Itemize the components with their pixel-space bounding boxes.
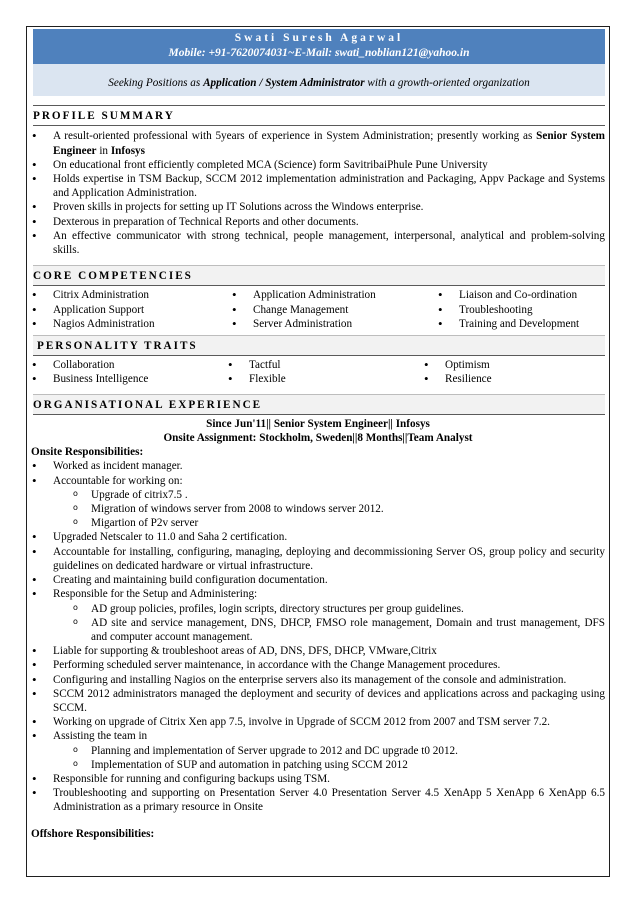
sub-list-item: o Planning and implementation of Server upgrade to 2012 and DC upgrade t0 2012. xyxy=(73,744,605,758)
list-item: • Proven skills in projects for setting up IT Solutions across the Windows enterprise. xyxy=(31,200,605,214)
list-item: • Flexible xyxy=(227,372,423,386)
sub-list xyxy=(73,744,605,772)
list-item: • On educational front efficiently completed MCA (Science) form SavitribaiPhule Pune University xyxy=(31,158,605,172)
list-item: • Responsible for the Setup and Administering: o AD group policies, profiles, login scripts, directory structures per group guidelines. o AD site and service management, DNS, DHCP, FMSO role management, Domain and trust management, DFS and computer account management. xyxy=(31,587,605,644)
onsite-responsibilities-label: Onsite Responsibilities: xyxy=(31,446,144,459)
list-item: • Liaison and Co-ordination xyxy=(437,288,605,302)
list-item: • Upgraded Netscaler to 11.0 and Saha 2 certification. xyxy=(31,530,605,544)
sub-list-item: o Migartion of P2v server xyxy=(73,516,605,530)
list-item: • Resilience xyxy=(423,372,605,386)
list-item: • Assisting the team in o Planning and implementation of Server upgrade to 2012 and DC upgrade t0 2012. o Implementation of SUP and automation in patching using SCCM 2012 xyxy=(31,729,605,772)
list-item: • Dexterous in preparation of Technical Reports and other documents. xyxy=(31,215,605,229)
objective-role: Application / System Administrator xyxy=(203,77,365,89)
list-item: • Change Management xyxy=(231,303,437,317)
organisational-experience-heading: ORGANISATIONAL EXPERIENCE xyxy=(33,394,605,415)
core-competencies-heading: CORE COMPETENCIES xyxy=(33,265,605,286)
competency-column xyxy=(31,288,231,331)
job-title-line: Since Jun'11|| Senior System Engineer|| Infosys xyxy=(206,417,430,430)
trait-column xyxy=(423,358,605,386)
sub-list-item: o Upgrade of citrix7.5 . xyxy=(73,488,605,502)
sub-list-item: o Implementation of SUP and automation in patching using SCCM 2012 xyxy=(73,758,605,772)
career-objective xyxy=(33,64,605,96)
list-item: • An effective communicator with strong technical, people management, interpersonal, analytical and problem-solving skills. xyxy=(31,229,605,257)
onsite-assignment-line: Onsite Assignment: Stockholm, Sweden||8 Months||Team Analyst xyxy=(163,432,473,445)
list-item: • SCCM 2012 administrators managed the deployment and security of devices and applications across and packaging using SCCM. xyxy=(31,687,605,715)
list-item: • Responsible for running and configuring backups using TSM. xyxy=(31,772,605,786)
list-item: • Troubleshooting xyxy=(437,303,605,317)
trait-column xyxy=(31,358,227,386)
profile-summary-heading: PROFILE SUMMARY xyxy=(33,105,605,126)
sub-list xyxy=(73,602,605,645)
competency-column xyxy=(437,288,605,331)
list-item: • Optimism xyxy=(423,358,605,372)
resume-header xyxy=(33,29,605,64)
list-item: • Collaboration xyxy=(31,358,227,372)
contact-line: Mobile: +91-7620074031~E-Mail: swati_noblian121@yahoo.in xyxy=(168,47,470,59)
list-item: • Liable for supporting & troubleshoot areas of AD, DNS, DFS, DHCP, VMware,Citrix xyxy=(31,644,605,658)
list-item: • Tactful xyxy=(227,358,423,372)
list-item: • Configuring and installing Nagios on the enterprise servers also its management of the console and administration. xyxy=(31,673,605,687)
list-item: • Business Intelligence xyxy=(31,372,227,386)
core-competencies-grid xyxy=(31,288,605,331)
competency-column xyxy=(231,288,437,331)
objective-suffix: with a growth-oriented organization xyxy=(364,77,530,89)
list-item: • Application Administration xyxy=(231,288,437,302)
list-item: • Citrix Administration xyxy=(31,288,231,302)
list-item: • Working on upgrade of Citrix Xen app 7.5, involve in Upgrade of SCCM 2012 from 2007 and TSM server 7.2. xyxy=(31,715,605,729)
resume-page xyxy=(26,26,610,877)
onsite-responsibilities-list xyxy=(31,459,605,814)
list-item: • Application Support xyxy=(31,303,231,317)
personality-traits-grid xyxy=(31,358,605,386)
list-item: • Nagios Administration xyxy=(31,317,231,331)
list-item: • Accountable for installing, configuring, managing, deploying and decommissioning Server OS, group policy and security guidelines on dedicated hardware or virtual infrastructure. xyxy=(31,545,605,573)
objective-prefix: Seeking Positions as xyxy=(108,77,204,89)
profile-summary-list xyxy=(31,129,605,257)
sub-list-item: o AD group policies, profiles, login scripts, directory structures per group guidelines. xyxy=(73,602,605,616)
sub-list-item: o Migration of windows server from 2008 to windows server 2012. xyxy=(73,502,605,516)
list-item: • Troubleshooting and supporting on Presentation Server 4.0 Presentation Server 4.5 XenApp 5 XenApp 6 XenApp 6.5 Administration as a primary resource in Onsite xyxy=(31,786,605,814)
list-item: • Server Administration xyxy=(231,317,437,331)
sub-list-item: o AD site and service management, DNS, DHCP, FMSO role management, Domain and trust management, DFS and computer account management. xyxy=(73,616,605,644)
sub-list xyxy=(73,488,605,531)
candidate-name: Swati Suresh Agarwal xyxy=(234,32,404,44)
personality-traits-heading: PERSONALITY TRAITS xyxy=(33,335,605,356)
list-item: • Creating and maintaining build configuration documentation. xyxy=(31,573,605,587)
offshore-responsibilities-label: Offshore Responsibilities: xyxy=(31,827,155,840)
list-item: • Performing scheduled server maintenance, in accordance with the Change Management procedures. xyxy=(31,658,605,672)
list-item: • Accountable for working on: o Upgrade of citrix7.5 . o Migration of windows server from 2008 to windows server 2012. o Migartion of P2v server xyxy=(31,474,605,531)
trait-column xyxy=(227,358,423,386)
list-item: • Training and Development xyxy=(437,317,605,331)
list-item: • A result-oriented professional with 5years of experience in System Administration; presently working as Senior System Engineer in Infosys xyxy=(31,129,605,157)
list-item: • Worked as incident manager. xyxy=(31,459,605,473)
list-item: • Holds expertise in TSM Backup, SCCM 2012 implementation administration and Packaging, Appv Package and Systems and Application Administration. xyxy=(31,172,605,200)
